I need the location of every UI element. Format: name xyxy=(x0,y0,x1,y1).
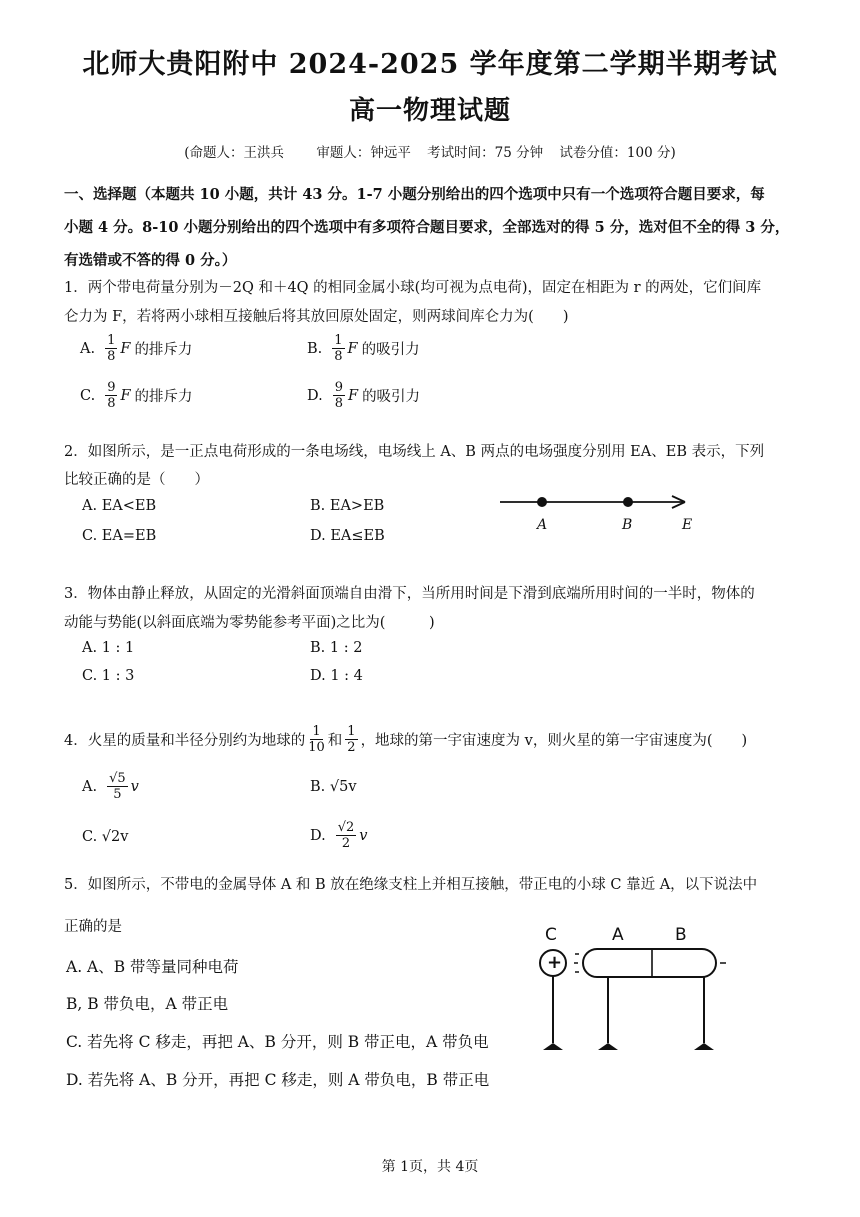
q4-stem: 4．火星的质量和半径分别约为地球的 $\frac{1}{10}$ 和 $\frac{1}{2}$ ，地球的第一宇宙速度为 v，则火星的第一宇宙速度为( ) xyxy=(64,724,748,755)
q3-option-c: C. 1 : 3 xyxy=(82,668,135,684)
fraction: $\frac{1}{8}$ xyxy=(334,333,343,364)
q1-option-c: C. $\frac{9}{8}$ F 的排斥力 xyxy=(80,380,193,411)
q2-option-d: D. EA≤EB xyxy=(310,528,385,544)
electric-field-line-diagram xyxy=(500,490,700,540)
point-b-label: B xyxy=(622,517,633,533)
label-b: B xyxy=(675,925,687,945)
q2-option-b: B. EA>EB xyxy=(310,498,385,514)
q2-option-a: A. EA<EB xyxy=(82,498,157,514)
q1-option-a: A. $\frac{1}{8}$ F 的排斥力 xyxy=(80,333,193,364)
q4-option-a: A. $\frac{√5}{5}$ v xyxy=(82,771,139,802)
reviewer: 审题人：钟远平 xyxy=(316,145,411,161)
q3-option-d: D. 1 : 4 xyxy=(310,668,363,684)
base-a xyxy=(598,1043,618,1050)
section1-line2: 小题 4 分。8-10 小题分别给出的四个选项中有多项符合题目要求，全部选对的得 5 分，选对但不全的得 3 分， xyxy=(64,219,790,236)
label-c: C xyxy=(545,925,557,945)
field-label: E xyxy=(682,517,693,533)
exam-title: 北师大贵阳附中 2024-2025 学年度第二学期半期考试 xyxy=(82,49,778,80)
conductor-ab xyxy=(583,949,716,977)
page-number: 第 1页，共 4页 xyxy=(381,1159,479,1175)
q1-line1: 1．两个带电荷量分别为－2Q 和＋4Q 的相同金属小球(均可视为点电荷)，固定在相距为 r 的两处，它们间库 xyxy=(64,280,762,296)
base-c xyxy=(543,1043,563,1050)
q3-line1: 3．物体由静止释放，从固定的光滑斜面顶端自由滑下，当所用时间是下滑到底端所用时间的一半时，物体的 xyxy=(64,586,755,602)
author: (命题人：王洪兵 xyxy=(184,145,285,161)
q4-option-c: C. √2v xyxy=(82,829,129,845)
q2-line2: 比较正确的是（ ） xyxy=(64,472,209,488)
fraction: $\frac{√2}{2}$ xyxy=(337,820,355,851)
fraction: $\frac{1}{8}$ xyxy=(107,333,116,364)
fraction: $\frac{9}{8}$ xyxy=(334,380,343,411)
fraction: $\frac{9}{8}$ xyxy=(107,380,116,411)
base-b xyxy=(694,1043,714,1050)
q4-option-d: D. $\frac{√2}{2}$ v xyxy=(310,820,368,851)
q2-line1: 2．如图所示，是一正点电荷形成的一条电场线，电场线上 A、B 两点的电场强度分别用 EA、EB 表示，下列 xyxy=(64,444,765,460)
q3-line2: 动能与势能(以斜面底端为零势能参考平面)之比为( ) xyxy=(64,615,435,631)
q3-option-b: B. 1 : 2 xyxy=(310,640,363,656)
q1-option-b: B. $\frac{1}{8}$ F 的吸引力 xyxy=(307,333,420,364)
q3-option-a: A. 1 : 1 xyxy=(82,640,135,656)
q5-option-b: B, B 带负电，A 带正电 xyxy=(66,995,229,1013)
q1-line2: 仑力为 F，若将两小球相互接触后将其放回原处固定，则两球间库仑力为( ) xyxy=(64,309,569,325)
full-score: 试卷分值：100 分) xyxy=(559,145,676,161)
section1-line1: 一、选择题（本题共 10 小题，共计 43 分。1-7 小题分别给出的四个选项中只有一个选项符合题目要求，每 xyxy=(64,186,765,203)
point-a-dot xyxy=(537,497,547,507)
exam-time: 考试时间：75 分钟 xyxy=(427,145,544,161)
conductor-diagram xyxy=(530,925,750,1060)
section1-line3: 有选错或不答的得 0 分。） xyxy=(64,252,237,269)
plus-sign: + xyxy=(547,952,563,973)
label-a: A xyxy=(612,925,624,945)
q1-option-d: D. $\frac{9}{8}$ F 的吸引力 xyxy=(307,380,421,411)
q5-option-a: A. A、B 带等量同种电荷 xyxy=(66,958,239,976)
q5-line1: 5．如图所示，不带电的金属导体 A 和 B 放在绝缘支柱上并相互接触，带正电的小球 C 靠近 A，以下说法中 xyxy=(64,877,758,893)
q5-option-d: D. 若先将 A、B 分开，再把 C 移走，则 A 带负电，B 带正电 xyxy=(66,1071,490,1089)
q5-option-c: C. 若先将 C 移走，再把 A、B 分开，则 B 带正电，A 带负电 xyxy=(66,1033,489,1051)
exam-meta xyxy=(0,141,860,161)
q5-line2: 正确的是 xyxy=(64,919,122,935)
q4-option-b: B. √5v xyxy=(310,779,357,795)
fraction: $\frac{√5}{5}$ xyxy=(109,771,126,802)
fraction: $\frac{1}{2}$ xyxy=(347,724,356,755)
q2-option-c: C. EA=EB xyxy=(82,528,157,544)
point-b-dot xyxy=(623,497,633,507)
point-a-label: A xyxy=(537,517,548,533)
exam-subtitle: 高一物理试题 xyxy=(348,96,511,126)
fraction: $\frac{1}{10}$ xyxy=(308,724,325,755)
